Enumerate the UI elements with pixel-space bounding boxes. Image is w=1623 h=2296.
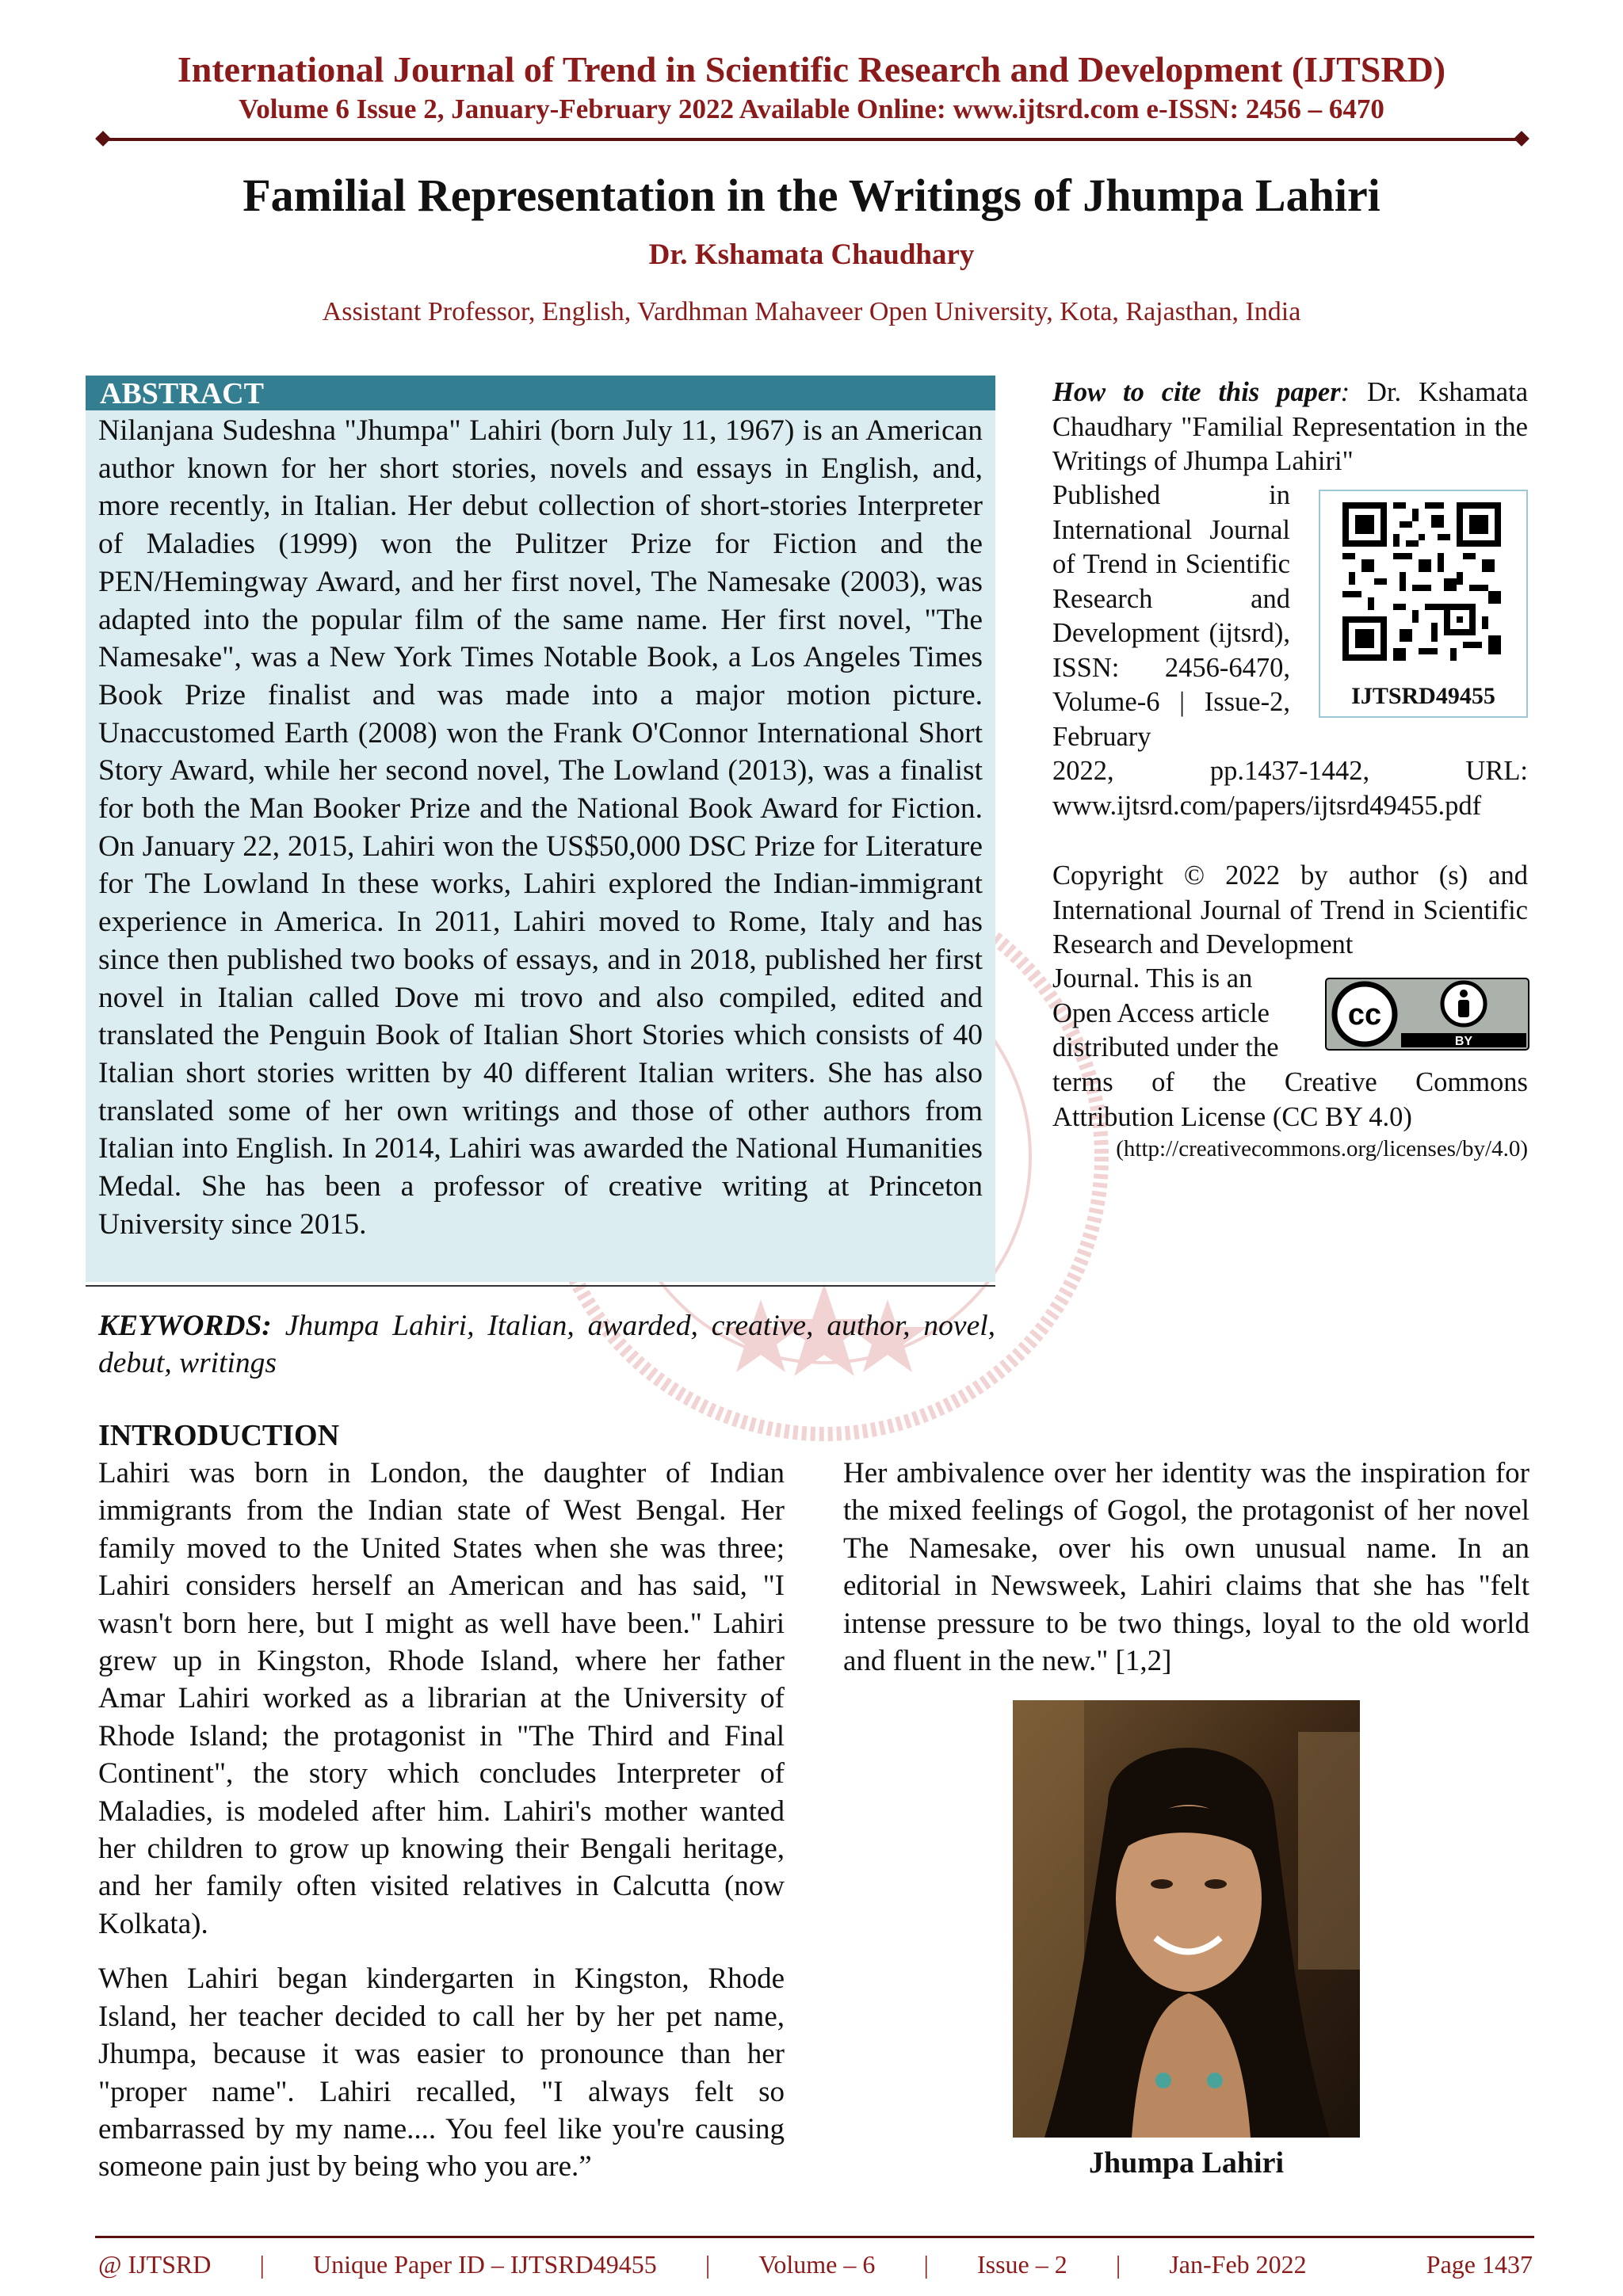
page-number: Page 1437: [1426, 2250, 1533, 2279]
copyright-tail: terms of the Creative Commons Attribution License (CC BY 4.0): [1052, 1067, 1528, 1132]
journal-title: International Journal of Trend in Scientific Research and Development (IJTSRD): [177, 49, 1446, 90]
footer-paper-id: Unique Paper ID – IJTSRD49455: [313, 2250, 657, 2279]
by-label: BY: [1454, 1035, 1473, 1048]
citation-tail: 2022, pp.1437-1442, URL: www.ijtsrd.com/papers/ijtsrd49455.pdf: [1052, 756, 1528, 821]
author-name: Dr. Kshamata Chaudhary: [648, 238, 975, 271]
photo-caption: Jhumpa Lahiri: [1088, 2146, 1285, 2180]
author-affiliation: Assistant Professor, English, Vardhman Mahaveer Open University, Kota, Rajasthan, India: [322, 297, 1301, 326]
keywords-label: KEYWORDS:: [98, 1310, 272, 1342]
paper-title: Familial Representation in the Writings of Jhumpa Lahiri: [242, 170, 1381, 221]
introduction-heading: INTRODUCTION: [98, 1419, 340, 1452]
footer-rule: [95, 2236, 1534, 2238]
cc-icon: cc: [1347, 998, 1382, 1032]
attribution-icon: [1458, 1000, 1469, 1017]
keywords: [98, 1307, 995, 1382]
introduction-left-column: [98, 1455, 785, 2203]
rule-diamond-left: [95, 131, 111, 147]
citation-colon: :: [1340, 377, 1350, 407]
citation-lead: [1052, 376, 1528, 479]
journal-issue-line: Volume 6 Issue 2, January-February 2022 Available Online: www.ijtsrd.com e-ISSN: 2456 – 6470: [239, 93, 1384, 124]
citation-narrow-text: Published in International Journal of Trend in Scientific Research and Development (ijtsrd), ISSN: 2456-6470, Volume-6 | Issue-2, February: [1052, 480, 1290, 752]
intro-paragraph-3: Her ambivalence over her identity was the inspiration for the mixed feelings of Gogol, the protagonist of her novel The Namesake, over his own unusual name. In an editorial in Newsweek, Lahiri claims that she has "felt intense pressure to be two things, loyal to the old world and fluent in the new." [1,2]: [843, 1457, 1529, 1678]
copyright-narrow-text: Journal. This is an Open Access article distributed under the: [1052, 963, 1279, 1062]
intro-paragraph-2: When Lahiri began kindergarten in Kingston, Rhode Island, her teacher decided to call her by her pet name, Jhumpa, because it was easier to pronounce than her "proper name". Lahiri recalled, "I always felt so embarrassed by my name.... You feel like you're causing someone pain just by being who you are.”: [98, 1962, 785, 2183]
citation-lead-text: Dr. Kshamata Chaudhary "Familial Representation in the Writings of Jhumpa Lahiri": [1052, 377, 1529, 476]
footer-publisher: @ IJTSRD: [98, 2250, 212, 2279]
cc-by-license-badge: [1325, 978, 1529, 1051]
footer-separator: |: [705, 2250, 711, 2279]
footer-separator: |: [1115, 2250, 1121, 2279]
keywords-text: Jhumpa Lahiri, Italian, awarded, creative, author, novel, debut, writings: [98, 1310, 996, 1379]
footer-separator: |: [923, 2250, 929, 2279]
abstract-text: Nilanjana Sudeshna "Jhumpa" Lahiri (born July 11, 1967) is an American author known for her short stories, novels and essays in English, and, more recently, in Italian. Her debut collection of short-stories Interpreter of Maladies (1999) won the Pulitzer Prize for Fiction and the PEN/Hemingway Award, and her first novel, The Namesake (2003), was adapted into the popular film of the same name. Her first novel, "The Namesake", was a New York Times Notable Book, a Los Angeles Times Book Prize finalist and was made into a major motion picture. Unaccustomed Earth (2008) won the Frank O'Connor International Short Story Award, while her second novel, The Lowland (2013), was a finalist for both the Man Booker Prize and the National Book Award for Fiction. On January 22, 2015, Lahiri won the US$50,000 DSC Prize for Literature for The Lowland In these works, Lahiri explored the Indian-immigrant experience in America. In 2011, Lahiri moved to Rome, Italy and has since then published two books of essays, and in 2018, published her first novel in Italian called Dove mi trovo and also compiled, edited and translated the Penguin Book of Italian Short Stories which consists of 40 Italian short stories written by 40 different Italian writers. She has also translated some of her own writings and those of other authors from Italian into English. In 2014, Lahiri was awarded the National Humanities Medal. She has been a professor of creative writing at Princeton University since 2015.: [98, 414, 983, 1241]
footer-volume: Volume – 6: [758, 2250, 876, 2279]
copyright-lead: Copyright © 2022 by author (s) and International Journal of Trend in Scientific Research and Development: [1052, 860, 1528, 959]
qr-paper-id: IJTSRD49455: [1351, 683, 1495, 709]
portrait-photo: [1013, 1700, 1360, 2138]
keywords-rule: [86, 1285, 995, 1287]
footer-date: Jan-Feb 2022: [1169, 2250, 1307, 2279]
footer-separator: |: [259, 2250, 265, 2279]
footer-issue: Issue – 2: [976, 2250, 1067, 2279]
intro-paragraph-1: Lahiri was born in London, the daughter of Indian immigrants from the Indian state of West Bengal. Her family moved to the United States when she was three; Lahiri considers herself an American and has said, "I wasn't born here, but I might as well have been." Lahiri grew up in Kingston, Rhode Island, where her father Amar Lahiri worked as a librarian at the University of Rhode Island; the protagonist in "The Third and Final Continent", the story which concludes Interpreter of Maladies, is modeled after him. Lahiri's mother wanted her children to grow up knowing their Bengali heritage, and her family often visited relatives in Calcutta (now Kolkata).: [98, 1457, 785, 1940]
page-footer: [98, 2248, 1533, 2280]
rule-diamond-right: [1514, 131, 1529, 147]
license-url: (http://creativecommons.org/licenses/by/4.0): [1116, 1136, 1528, 1161]
header-rule: [103, 138, 1522, 141]
abstract-heading: ABSTRACT: [86, 376, 995, 410]
qr-code: [1342, 502, 1501, 661]
citation-label: How to cite this paper: [1052, 377, 1341, 407]
